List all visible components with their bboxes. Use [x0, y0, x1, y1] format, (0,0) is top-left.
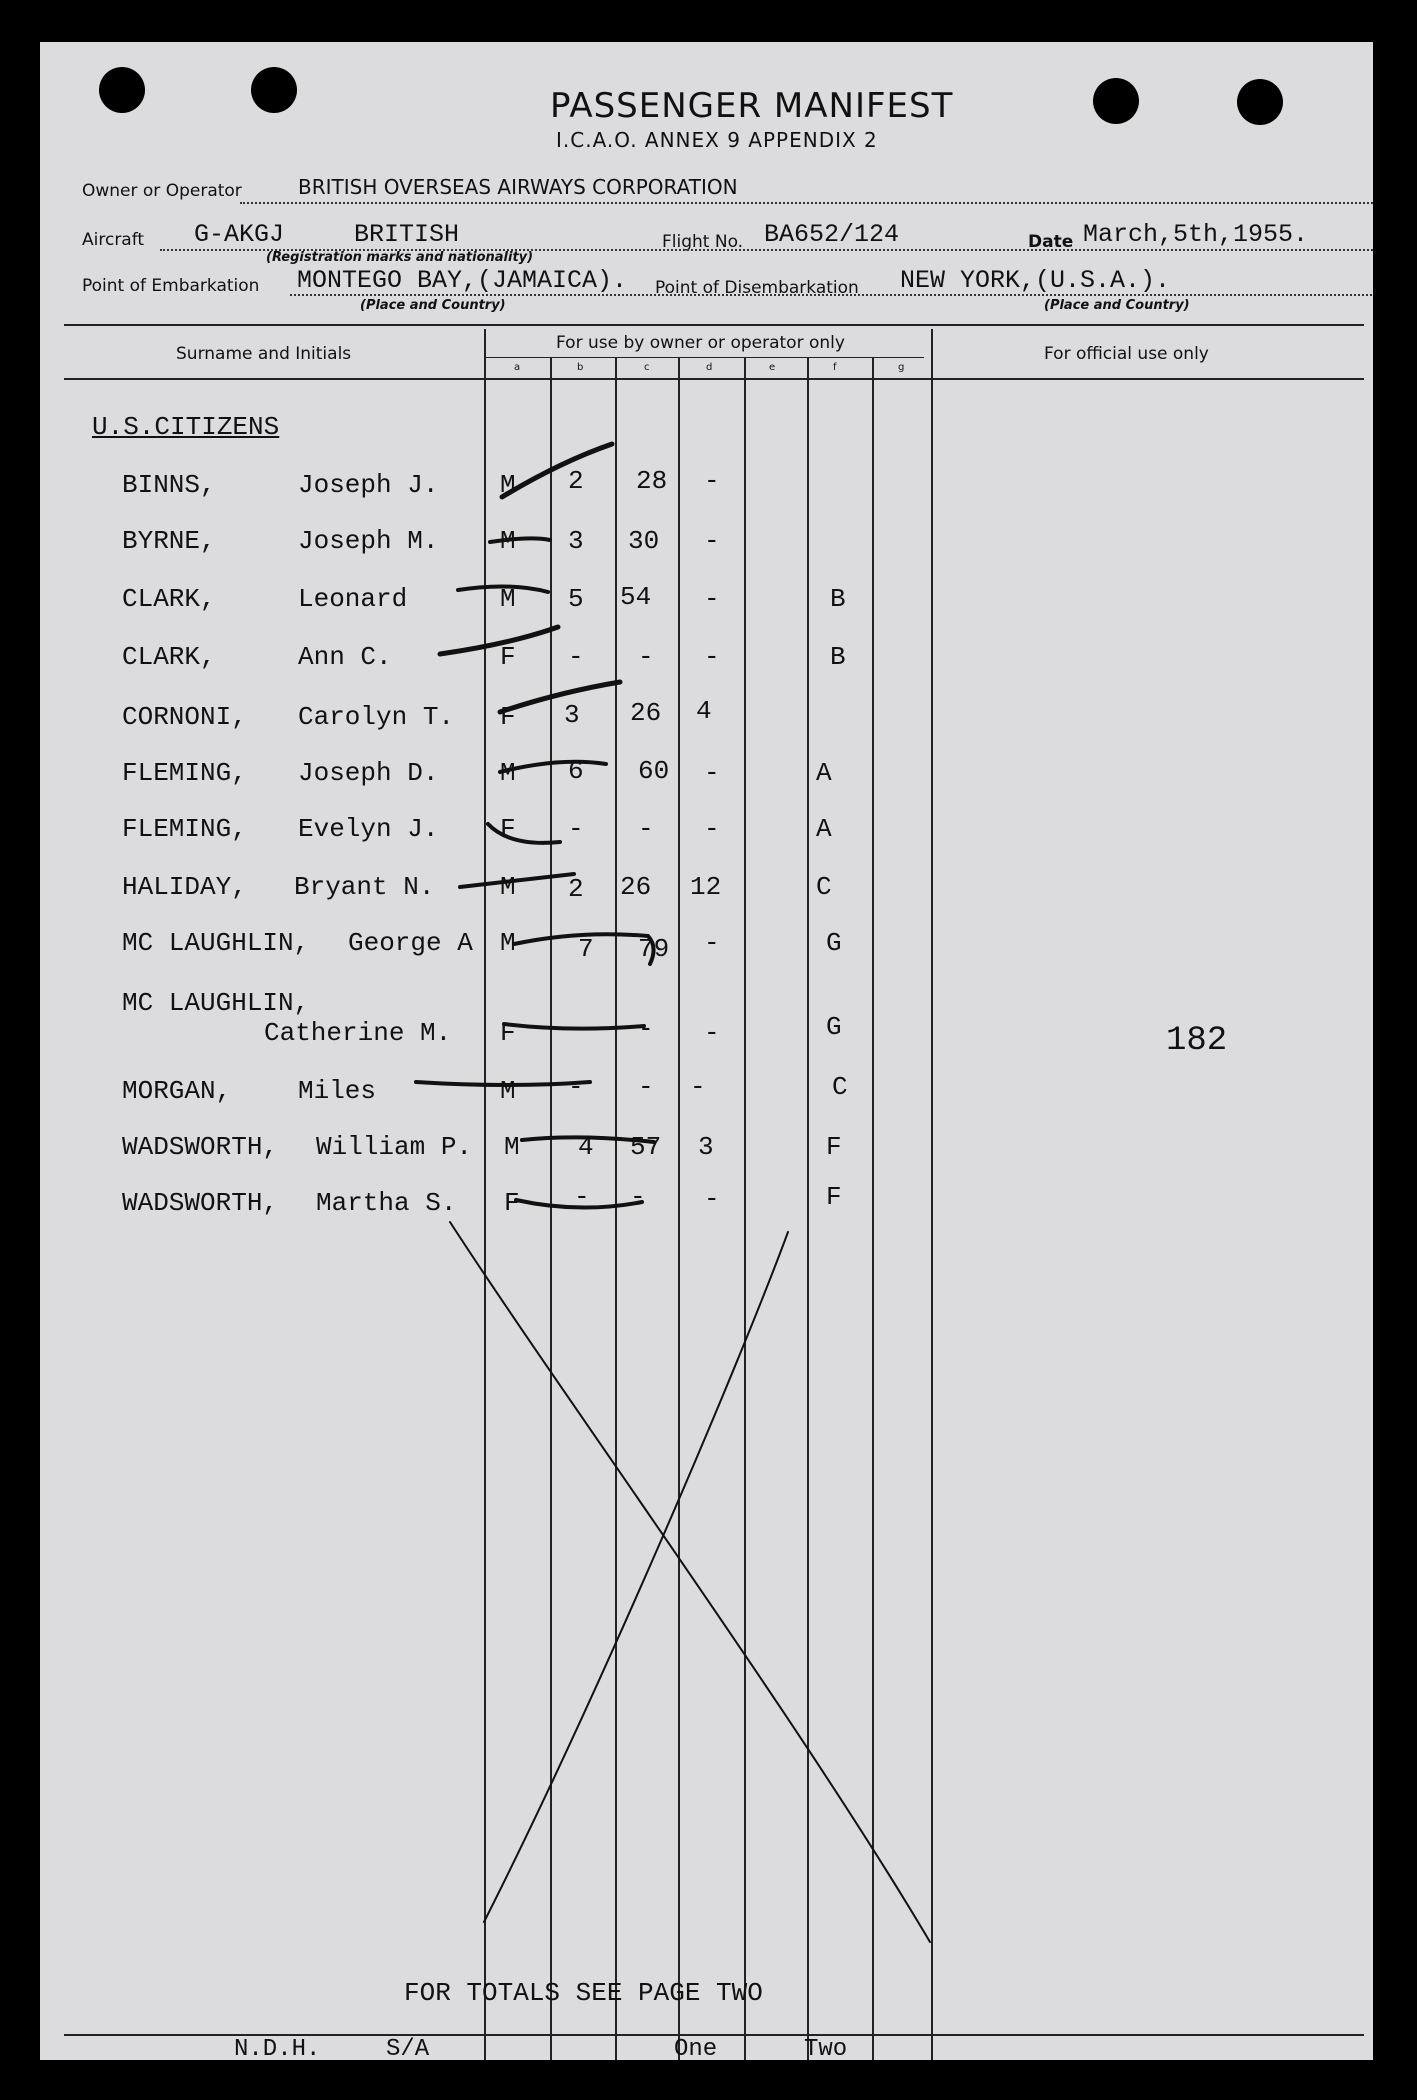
- passenger-given-name: Evelyn J.: [298, 814, 439, 844]
- cell-b: 3: [568, 526, 584, 556]
- flight-number: BA652/124: [764, 220, 900, 249]
- column-divider: [931, 329, 933, 2060]
- cell-f: A: [816, 814, 832, 844]
- disembarkation-value: NEW YORK,(U.S.A.).: [900, 266, 1171, 295]
- passenger-surname: WADSWORTH,: [122, 1188, 279, 1218]
- cell-a: M: [500, 758, 516, 788]
- registration-note: (Registration marks and nationality): [266, 250, 534, 265]
- cell-b: -: [568, 1072, 584, 1102]
- passenger-surname: CORNONI,: [122, 702, 247, 732]
- column-divider: [550, 357, 552, 2060]
- cell-f: A: [816, 758, 832, 788]
- column-divider: [615, 357, 617, 2060]
- date-label: Date: [1028, 232, 1074, 252]
- passenger-given-name: Catherine M.: [264, 1018, 452, 1048]
- cell-b: -: [568, 642, 584, 672]
- cell-d: 12: [690, 872, 722, 902]
- check-stroke: [490, 538, 550, 542]
- cell-d: -: [704, 584, 720, 614]
- cell-c: 57: [630, 1132, 662, 1162]
- passenger-given-name: Bryant N.: [294, 872, 435, 902]
- column-letter-f: f: [833, 362, 837, 373]
- punch-hole: [251, 67, 297, 113]
- cell-a: M: [500, 872, 516, 902]
- passenger-surname: CLARK,: [122, 642, 216, 672]
- date-value: March,5th,1955.: [1083, 220, 1309, 249]
- passenger-surname: MC LAUGHLIN,: [122, 928, 310, 958]
- column-letter-g: g: [898, 362, 905, 373]
- passenger-surname: BYRNE,: [122, 526, 216, 556]
- cell-c: 28: [636, 466, 668, 496]
- cell-a: M: [500, 526, 516, 556]
- cell-d: -: [690, 1072, 706, 1102]
- passenger-surname: MORGAN,: [122, 1076, 232, 1106]
- cell-b: -: [574, 1182, 590, 1212]
- cell-a: F: [504, 1188, 520, 1218]
- flight-label: Flight No.: [662, 232, 744, 252]
- cell-d: 3: [698, 1132, 714, 1162]
- passenger-given-name: Leonard: [298, 584, 408, 614]
- passenger-given-name: Joseph J.: [298, 470, 439, 500]
- dotted-line: [160, 249, 1373, 251]
- cell-c: -: [638, 642, 654, 672]
- passenger-given-name: Miles: [298, 1076, 377, 1106]
- passenger-given-name: Martha S.: [316, 1188, 457, 1218]
- passenger-given-name: Joseph M.: [298, 526, 439, 556]
- cell-f: B: [830, 584, 846, 614]
- surname-header: Surname and Initials: [176, 344, 352, 364]
- passenger-surname: WADSWORTH,: [122, 1132, 279, 1162]
- section-label: U.S.CITIZENS: [92, 412, 280, 442]
- owner-label: Owner or Operator: [82, 181, 242, 201]
- cell-d: -: [704, 1184, 720, 1214]
- column-letter-d: d: [706, 362, 713, 373]
- check-stroke: [440, 627, 558, 654]
- cell-f: F: [826, 1182, 842, 1212]
- passenger-surname: BINNS,: [122, 470, 216, 500]
- column-letter-e: e: [769, 362, 776, 373]
- dotted-line: [290, 294, 1373, 296]
- passenger-given-name: George A: [348, 928, 473, 958]
- check-stroke: [500, 762, 606, 772]
- passenger-given-name: Ann C.: [298, 642, 392, 672]
- cell-f: C: [832, 1072, 848, 1102]
- passenger-surname: CLARK,: [122, 584, 216, 614]
- aircraft-registration: G-AKGJ: [194, 220, 285, 249]
- cell-b: 6: [568, 756, 584, 786]
- cell-c: 79: [638, 934, 670, 964]
- column-divider: [872, 357, 874, 2060]
- operator-header: For use by owner or operator only: [556, 333, 845, 353]
- passenger-given-name: Joseph D.: [298, 758, 439, 788]
- footer-page-total: Two: [804, 2036, 848, 2060]
- cell-a: M: [500, 928, 516, 958]
- cell-c: 54: [620, 582, 652, 612]
- manifest-page: [40, 42, 1373, 2060]
- table-header-rule: [64, 378, 1364, 380]
- cell-b: 4: [578, 1132, 594, 1162]
- cell-c: 60: [638, 756, 670, 786]
- cell-c: 26: [630, 698, 662, 728]
- cell-d: -: [704, 526, 720, 556]
- punch-hole: [1237, 79, 1283, 125]
- column-letter-c: c: [644, 362, 650, 373]
- punch-hole: [99, 67, 145, 113]
- table-top-rule: [64, 324, 1364, 326]
- cell-b: 5: [568, 584, 584, 614]
- manifest-subtitle: I.C.A.O. ANNEX 9 APPENDIX 2: [556, 128, 878, 152]
- cell-d: -: [704, 642, 720, 672]
- column-divider: [744, 357, 746, 2060]
- embarkation-note: (Place and Country): [360, 298, 506, 313]
- footer-initials: N.D.H.: [234, 2036, 321, 2060]
- cell-b: 7: [578, 934, 594, 964]
- embarkation-label: Point of Embarkation: [82, 276, 260, 296]
- official-use-number: 182: [1166, 1022, 1228, 1060]
- check-stroke: [500, 682, 620, 712]
- passenger-surname: HALIDAY,: [122, 872, 247, 902]
- footer-page-number: One: [674, 2036, 718, 2060]
- cell-a: M: [504, 1132, 520, 1162]
- check-stroke: [502, 444, 612, 497]
- passenger-surname: FLEMING,: [122, 758, 247, 788]
- passenger-given-name: Carolyn T.: [298, 702, 455, 732]
- cell-d: -: [704, 466, 720, 496]
- cell-d: -: [704, 928, 720, 958]
- cell-d: 4: [696, 696, 712, 726]
- owner-value: BRITISH OVERSEAS AIRWAYS CORPORATION: [298, 175, 738, 199]
- embarkation-value: MONTEGO BAY,(JAMAICA).: [297, 266, 628, 295]
- cell-c: -: [638, 1072, 654, 1102]
- cell-c: -: [638, 814, 654, 844]
- cell-c: 30: [628, 526, 660, 556]
- cell-b: 2: [568, 466, 584, 496]
- column-divider: [807, 357, 809, 2060]
- cell-f: B: [830, 642, 846, 672]
- cell-a: F: [500, 642, 516, 672]
- strike-cross-line: [484, 1232, 788, 1922]
- column-divider: [678, 357, 680, 2060]
- passenger-given-name: William P.: [316, 1132, 473, 1162]
- cell-a: F: [500, 814, 516, 844]
- cell-a: M: [500, 1076, 516, 1106]
- disembarkation-note: (Place and Country): [1044, 298, 1190, 313]
- cell-d: -: [704, 1018, 720, 1048]
- column-letter-b: b: [577, 362, 584, 373]
- disembarkation-label: Point of Disembarkation: [655, 278, 859, 298]
- cell-b: 3: [564, 700, 580, 730]
- cell-d: -: [704, 758, 720, 788]
- cell-d: -: [704, 814, 720, 844]
- check-stroke: [460, 874, 574, 887]
- aircraft-nationality: BRITISH: [354, 220, 460, 249]
- totals-note: FOR TOTALS SEE PAGE TWO: [404, 1978, 763, 2008]
- cell-b: -: [568, 1014, 584, 1044]
- aircraft-label: Aircraft: [82, 230, 145, 250]
- cell-c: 26: [620, 872, 652, 902]
- cell-f: G: [826, 928, 842, 958]
- column-letter-a: a: [514, 362, 521, 373]
- cell-a: F: [500, 1018, 516, 1048]
- official-header: For official use only: [1044, 344, 1209, 364]
- cell-b: -: [568, 814, 584, 844]
- cell-c: -: [638, 1014, 654, 1044]
- cell-a: F: [500, 702, 516, 732]
- cell-a: M: [500, 470, 516, 500]
- strike-cross-line: [450, 1222, 930, 1942]
- footer-sa: S/A: [386, 2036, 430, 2060]
- cell-c: -: [630, 1182, 646, 1212]
- passenger-surname: MC LAUGHLIN,: [122, 988, 310, 1018]
- passenger-surname: FLEMING,: [122, 814, 247, 844]
- cell-f: C: [816, 872, 832, 902]
- cell-a: M: [500, 584, 516, 614]
- manifest-title: PASSENGER MANIFEST: [550, 86, 954, 126]
- cell-b: 2: [568, 874, 584, 904]
- cell-f: F: [826, 1132, 842, 1162]
- column-divider: [484, 329, 486, 2060]
- cell-f: G: [826, 1012, 842, 1042]
- punch-hole: [1093, 78, 1139, 124]
- dotted-line: [240, 202, 1373, 204]
